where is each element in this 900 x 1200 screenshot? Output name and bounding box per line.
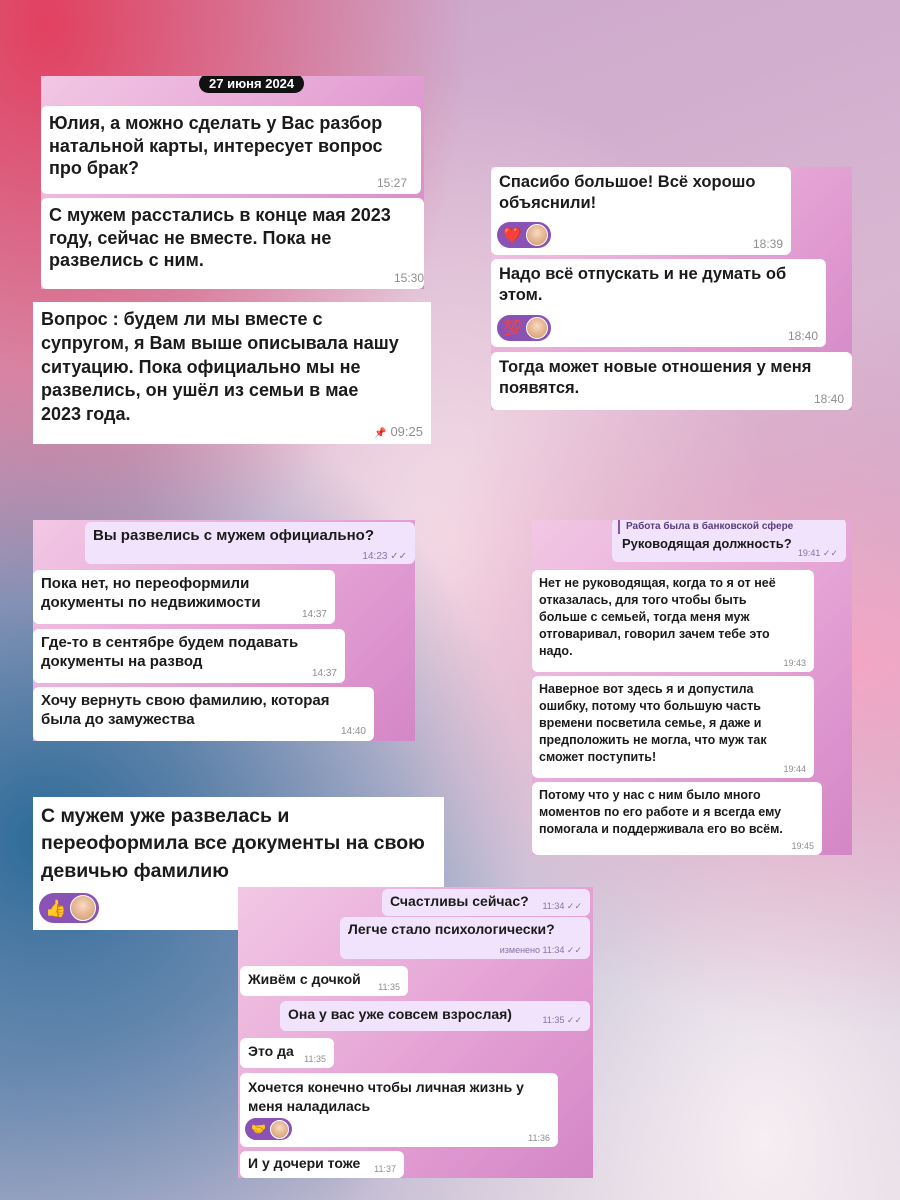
message-time	[500, 945, 582, 956]
message-bubble[interactable]	[33, 687, 374, 741]
message-text: Счастливы сейчас?	[390, 893, 529, 909]
message-time-value: 11:34	[542, 901, 565, 911]
message-bubble[interactable]	[532, 676, 814, 778]
message-time	[543, 901, 582, 912]
reply-quote-bar	[618, 520, 620, 534]
message-text: Хочется конечно чтобы личная жизнь у меня наладилась	[248, 1079, 524, 1114]
reaction-chip[interactable]	[497, 222, 551, 248]
outgoing-message-bubble[interactable]	[612, 520, 846, 562]
message-text: Пока нет, но переоформили документы по недвижимости	[41, 575, 261, 611]
message-bubble[interactable]	[33, 570, 335, 624]
avatar	[526, 224, 548, 246]
message-text: Наверное вот здесь я и допустила ошибку, потому что большую часть времени посветила семье, я даже и предположить не могла, что муж так сможет поступить!	[539, 682, 767, 764]
message-bubble[interactable]	[491, 167, 791, 255]
message-bubble[interactable]	[41, 106, 421, 194]
message-text: И у дочери тоже	[248, 1155, 361, 1171]
message-time	[798, 548, 838, 559]
double-check-icon: ✓✓	[566, 1015, 582, 1025]
message-text: Тогда может новые отношения у меня появятся.	[499, 358, 812, 397]
handshake-reaction-icon: 🤝	[251, 1122, 266, 1136]
message-time	[543, 1015, 582, 1026]
double-check-icon: ✓✓	[566, 945, 582, 955]
avatar	[526, 317, 548, 339]
message-time: 11:35	[378, 982, 400, 992]
avatar	[70, 895, 96, 921]
message-text: Вы развелись с мужем официально?	[93, 527, 375, 544]
message-time: 15:27	[376, 176, 407, 190]
message-time: 19:43	[783, 658, 806, 668]
message-bubble[interactable]	[240, 1151, 404, 1178]
outgoing-message-bubble[interactable]	[280, 1001, 590, 1031]
message-time: 11:37	[374, 1164, 396, 1174]
message-text: Хочу вернуть свою фамилию, которая была до замужества	[41, 692, 330, 728]
message-text: Вопрос : будем ли мы вместе с супругом, я Вам выше описывала нашу ситуацию. Пока официально мы не развелись, он ушёл из семьи в мае 2023 года.	[41, 309, 399, 424]
message-text: Надо всё отпускать и не думать об этом.	[499, 265, 787, 304]
chat-panel-4	[33, 520, 415, 741]
avatar	[270, 1120, 289, 1139]
double-check-icon: ✓✓	[390, 551, 407, 562]
reaction-chip[interactable]	[497, 315, 551, 341]
message-time-value: изменено 11:34	[499, 945, 565, 955]
message-text: Живём с дочкой	[248, 971, 361, 987]
message-text: С мужем уже развелась и переоформила все документы на свою девичью фамилию	[41, 805, 425, 882]
message-time	[362, 551, 407, 562]
message-bubble[interactable]	[33, 629, 345, 683]
message-bubble[interactable]	[491, 259, 826, 347]
reaction-chip[interactable]	[39, 893, 99, 923]
message-time-value: 19:41	[797, 548, 821, 558]
message-text: Она у вас уже совсем взрослая)	[288, 1006, 512, 1022]
message-text: Это да	[248, 1043, 294, 1059]
message-time: 11:36	[528, 1133, 550, 1143]
outgoing-message-bubble[interactable]	[340, 917, 590, 959]
reaction-chip[interactable]	[245, 1118, 292, 1140]
thumbs-up-reaction-icon: 👍	[45, 898, 67, 918]
chat-panel-1	[41, 76, 424, 289]
outgoing-message-bubble[interactable]	[85, 522, 415, 564]
message-time: 11:35	[304, 1054, 326, 1064]
message-time: 18:39	[752, 237, 783, 251]
pin-icon: 📌	[374, 428, 387, 439]
message-time: 19:44	[783, 764, 806, 774]
message-text: Спасибо большое! Всё хорошо объяснили!	[499, 173, 756, 212]
message-bubble[interactable]	[240, 1038, 334, 1068]
chat-panel-7	[238, 887, 593, 1178]
message-text: Руководящая должность?	[622, 536, 792, 551]
message-time: 14:40	[340, 726, 366, 737]
outgoing-message-bubble[interactable]	[382, 889, 590, 916]
hundred-reaction-icon: 💯	[503, 319, 522, 337]
message-text: Юлия, а можно сделать у Вас разбор натальной карты, интересует вопрос про брак?	[49, 113, 383, 178]
message-text: Потому что у нас с ним было много моментов по его работе и я всегда ему помогала и поддерживала его во всём.	[539, 788, 783, 836]
double-check-icon: ✓✓	[822, 548, 838, 558]
message-time-value: 11:35	[542, 1015, 565, 1025]
reply-quote-text: Работа была в банковской сфере	[626, 521, 794, 532]
message-time: 15:30	[393, 271, 424, 285]
message-time-value: 09:25	[390, 424, 423, 439]
message-time: 14:37	[311, 668, 337, 679]
message-time: 14:37	[301, 609, 327, 620]
message-bubble[interactable]	[240, 966, 408, 996]
message-bubble[interactable]	[41, 198, 424, 289]
message-bubble[interactable]	[532, 782, 822, 855]
message-time: 18:40	[787, 329, 818, 343]
message-text: Легче стало психологически?	[348, 921, 555, 937]
message-bubble[interactable]	[240, 1073, 558, 1147]
double-check-icon: ✓✓	[566, 901, 582, 911]
message-text: С мужем расстались в конце мая 2023 году, сейчас не вместе. Пока не развелись с ним.	[49, 205, 391, 270]
message-bubble[interactable]	[491, 352, 852, 410]
message-time	[374, 424, 423, 439]
chat-panel-5	[532, 520, 852, 855]
message-text: Нет не руководящая, когда то я от неё отказалась, для того чтобы быть больше с семьей, тогда меня муж отговаривал, говорил зачем тебе это надо.	[539, 576, 776, 658]
heart-reaction-icon: ❤️	[503, 226, 522, 244]
chat-panel-3	[491, 167, 852, 410]
message-time: 19:45	[791, 841, 814, 851]
date-badge: 27 июня 2024	[199, 76, 304, 93]
message-bubble[interactable]	[532, 570, 814, 672]
message-time: 18:40	[813, 392, 844, 406]
message-text: Где-то в сентябре будем подавать документы на развод	[41, 634, 299, 670]
chat-panel-2	[33, 302, 431, 444]
message-time-value: 14:23	[362, 551, 388, 562]
message-bubble[interactable]	[33, 302, 431, 444]
